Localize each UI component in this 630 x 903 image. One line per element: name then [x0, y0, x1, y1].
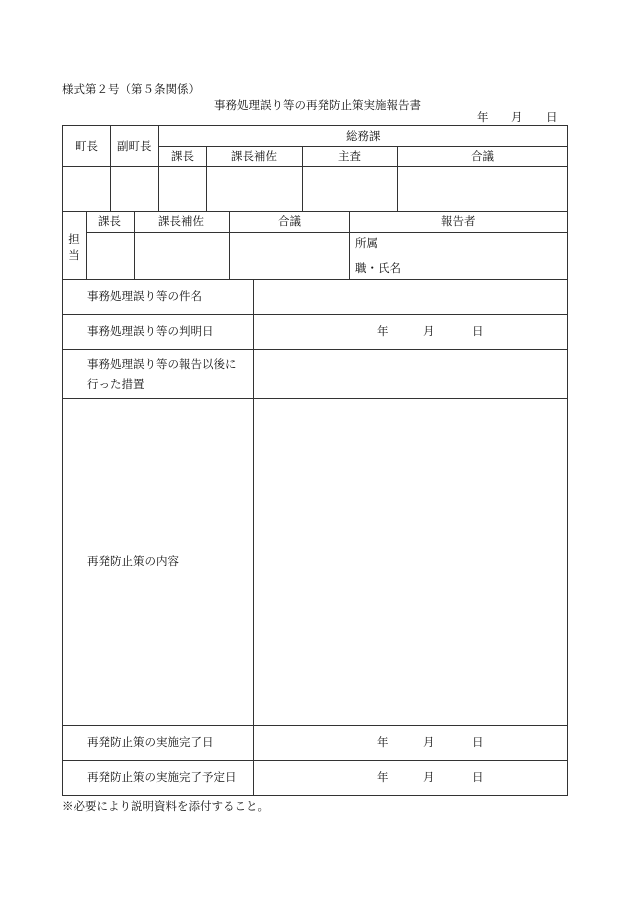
charge-consultation-label: 合議 — [278, 214, 301, 228]
discovery-date-label: 事務処理誤り等の判明日 — [87, 324, 214, 338]
table-border-bottom — [62, 795, 568, 796]
mayor-stamp-cell[interactable] — [63, 167, 110, 211]
header-date-day: 日 — [546, 110, 558, 124]
planned-completion-date-year: 年 — [377, 770, 389, 784]
completion-date-field[interactable] — [254, 726, 567, 760]
department-label: 総務課 — [346, 129, 381, 143]
rule-dept-under — [158, 146, 568, 147]
charge-section-chief-label: 課長 — [98, 214, 121, 228]
mayor-label: 町長 — [75, 139, 98, 153]
header-date-month: 月 — [511, 110, 523, 124]
planned-completion-date-day: 日 — [472, 770, 484, 784]
table-border-top — [62, 125, 568, 126]
completion-date-label: 再発防止策の実施完了日 — [87, 735, 214, 749]
discovery-date-year: 年 — [377, 324, 389, 338]
rule-charge-consult — [349, 211, 350, 279]
planned-completion-date-field[interactable] — [254, 761, 567, 795]
discovery-date-day: 日 — [472, 324, 484, 338]
rule-approval-bottom — [62, 211, 568, 212]
planned-completion-date-label: 再発防止策の実施完了予定日 — [87, 770, 237, 784]
prevention-content-label: 再発防止策の内容 — [87, 554, 179, 568]
officer-label: 主査 — [338, 149, 361, 163]
discovery-date-field[interactable] — [254, 315, 567, 349]
completion-date-year: 年 — [377, 735, 389, 749]
assistant-chief-stamp-cell[interactable] — [207, 167, 302, 211]
charge-assistant-chief-label: 課長補佐 — [158, 214, 204, 228]
officer-stamp-cell[interactable] — [303, 167, 397, 211]
matter-name-field[interactable] — [254, 280, 567, 314]
position-name-label: 職・氏名 — [355, 261, 401, 275]
charge-label: 担当 — [68, 232, 80, 262]
charge-chief-stamp-cell[interactable] — [87, 233, 134, 279]
table-border-right — [567, 125, 568, 796]
section-chief-label: 課長 — [171, 149, 194, 163]
completion-date-month: 月 — [423, 735, 435, 749]
assistant-chief-label: 課長補佐 — [231, 149, 277, 163]
discovery-date-month: 月 — [423, 324, 435, 338]
charge-assistant-stamp-cell[interactable] — [135, 233, 229, 279]
measures-label-line1: 事務処理誤り等の報告以後に — [87, 357, 237, 371]
table-border-left — [62, 125, 63, 796]
matter-name-label: 事務処理誤り等の件名 — [87, 289, 202, 303]
planned-completion-date-month: 月 — [423, 770, 435, 784]
charge-consultation-stamp-cell[interactable] — [230, 233, 349, 279]
prevention-content-field[interactable] — [254, 399, 567, 725]
completion-date-day: 日 — [472, 735, 484, 749]
deputy-mayor-stamp-cell[interactable] — [111, 167, 158, 211]
affiliation-label: 所属 — [355, 236, 378, 250]
document-title: 事務処理誤り等の再発防止策実施報告書 — [214, 98, 421, 112]
form-number: 様式第２号（第５条関係） — [62, 82, 200, 96]
section-chief-stamp-cell[interactable] — [159, 167, 206, 211]
measures-label-line2: 行った措置 — [87, 377, 145, 391]
deputy-mayor-label: 副町長 — [117, 139, 152, 153]
consultation-stamp-cell[interactable] — [398, 167, 567, 211]
consultation-label: 合議 — [471, 149, 494, 163]
reporter-label: 報告者 — [441, 214, 476, 228]
header-date-year: 年 — [477, 110, 489, 124]
measures-field[interactable] — [254, 350, 567, 398]
footnote: ※必要により説明資料を添付すること。 — [62, 799, 269, 813]
